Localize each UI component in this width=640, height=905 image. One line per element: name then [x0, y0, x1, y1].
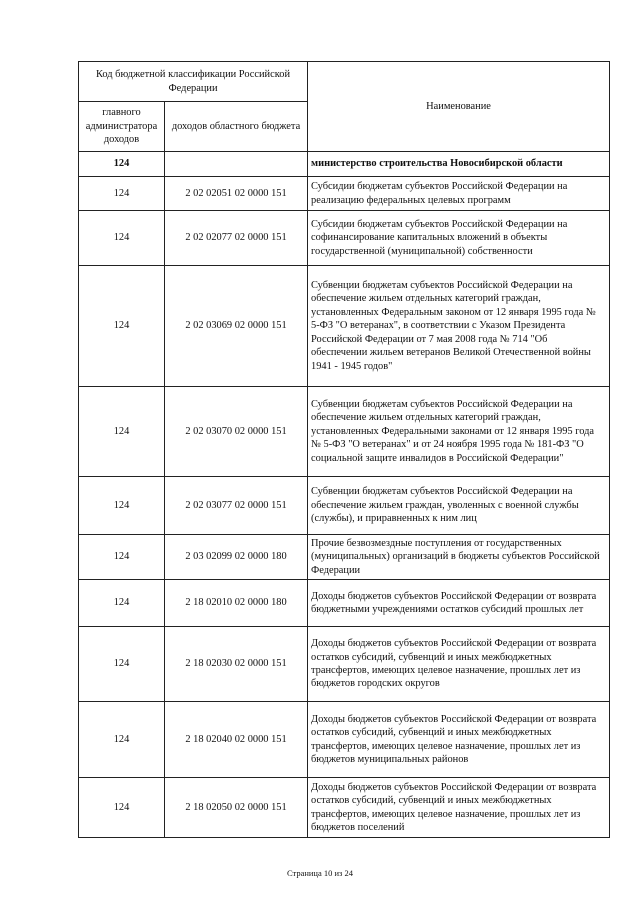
revenue-name: Субвенции бюджетам субъектов Российской Федерации на обеспечение жильем граждан, уволенных с военной службы (службы), и приравненных к ним лиц: [308, 477, 610, 535]
admin-code: 124: [79, 266, 165, 387]
table-row: [79, 535, 610, 580]
revenue-name: Доходы бюджетов субъектов Российской Федерации от возврата бюджетными учреждениями остатков субсидий прошлых лет: [308, 580, 610, 627]
revenue-name: Доходы бюджетов субъектов Российской Федерации от возврата остатков субсидий, субвенций и иных межбюджетных трансфертов, имеющих целевое назначение, прошлых лет из бюджетов поселений: [308, 778, 610, 838]
header-admin: главного администратора доходов: [79, 102, 165, 152]
table-row: [79, 266, 610, 387]
income-code: 2 02 03070 02 0000 151: [165, 387, 308, 477]
table-row: [79, 702, 610, 778]
admin-code: 124: [79, 477, 165, 535]
admin-code: 124: [79, 627, 165, 702]
admin-code: 124: [79, 580, 165, 627]
header-group-title: Код бюджетной классификации Российской Федерации: [79, 62, 308, 102]
income-code: 2 02 03069 02 0000 151: [165, 266, 308, 387]
admin-code: 124: [79, 778, 165, 838]
revenue-name: Прочие безвозмездные поступления от государственных (муниципальных) организаций в бюджеты субъектов Российской Федерации: [308, 535, 610, 580]
table-row: [79, 387, 610, 477]
header-row-1: [79, 62, 610, 102]
revenue-name: Субсидии бюджетам субъектов Российской Федерации на софинансирование капитальных вложений в объекты государственной (муниципальной) собственности: [308, 211, 610, 266]
income-code: 2 02 02051 02 0000 151: [165, 177, 308, 211]
budget-classification-table: [78, 61, 610, 838]
header-income: доходов областного бюджета: [165, 102, 308, 152]
income-code: [165, 152, 308, 177]
income-code: 2 18 02030 02 0000 151: [165, 627, 308, 702]
income-code: 2 18 02050 02 0000 151: [165, 778, 308, 838]
table-row: [79, 627, 610, 702]
admin-code: 124: [79, 387, 165, 477]
income-code: 2 02 02077 02 0000 151: [165, 211, 308, 266]
table-row: [79, 152, 610, 177]
revenue-name: Субвенции бюджетам субъектов Российской Федерации на обеспечение жильем отдельных категорий граждан, установленных Федеральным законом от 12 января 1995 года № 5-ФЗ "О ветеранах", в соответствии с Указом Президента Российской Федерации от 7 мая 2008 года № 714 "Об обеспечении жильем ветеранов Великой Отечественной войны 1941 - 1945 годов": [308, 266, 610, 387]
revenue-name: Субсидии бюджетам субъектов Российской Федерации на реализацию федеральных целевых программ: [308, 177, 610, 211]
admin-code: 124: [79, 535, 165, 580]
revenue-name: Субвенции бюджетам субъектов Российской Федерации на обеспечение жильем отдельных категорий граждан, установленных Федеральными законами от 12 января 1995 года № 5-ФЗ "О ветеранах" и от 24 ноября 1995 года № 181-ФЗ "О социальной защите инвалидов в Российской Федерации": [308, 387, 610, 477]
revenue-name: Доходы бюджетов субъектов Российской Федерации от возврата остатков субсидий, субвенций и иных межбюджетных трансфертов, имеющих целевое назначение, прошлых лет из бюджетов городских округов: [308, 627, 610, 702]
revenue-name: министерство строительства Новосибирской области: [308, 152, 610, 177]
income-code: 2 18 02040 02 0000 151: [165, 702, 308, 778]
admin-code: 124: [79, 211, 165, 266]
admin-code: 124: [79, 702, 165, 778]
revenue-name: Доходы бюджетов субъектов Российской Федерации от возврата остатков субсидий, субвенций и иных межбюджетных трансфертов, имеющих целевое назначение, прошлых лет из бюджетов муниципальных районов: [308, 702, 610, 778]
table-row: [79, 778, 610, 838]
admin-code: 124: [79, 152, 165, 177]
income-code: 2 03 02099 02 0000 180: [165, 535, 308, 580]
income-code: 2 18 02010 02 0000 180: [165, 580, 308, 627]
header-name: Наименование: [308, 62, 610, 152]
income-code: 2 02 03077 02 0000 151: [165, 477, 308, 535]
page-number: Страница 10 из 24: [286, 868, 354, 878]
table-row: [79, 177, 610, 211]
table-row: [79, 477, 610, 535]
table-row: [79, 580, 610, 627]
admin-code: 124: [79, 177, 165, 211]
table-row: [79, 211, 610, 266]
